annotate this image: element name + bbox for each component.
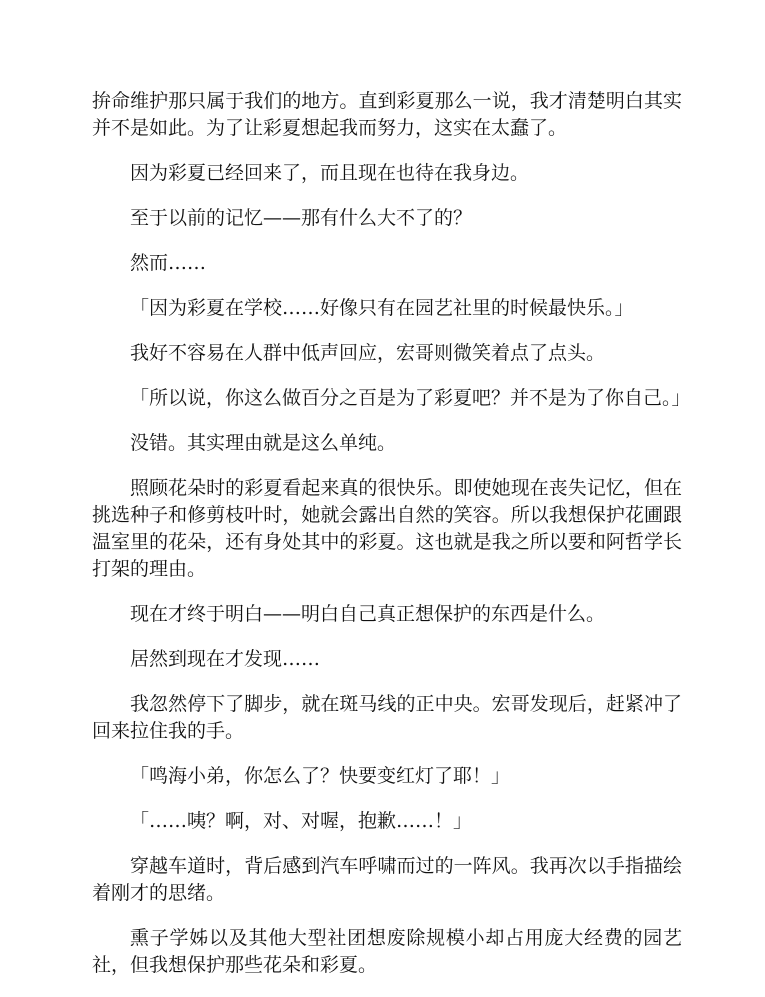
paragraph: 照顾花朵时的彩夏看起来真的很快乐。即使她现在丧失记忆，但在挑选种子和修剪枝叶时，她就会露出自然的笑容。所以我想保护花圃跟温室里的花朵，还有身处其中的彩夏。这也就是我之所以要和阿哲学长打架的理由。 xyxy=(92,477,682,580)
paragraph: 「鸣海小弟，你怎么了？快要变红灯了耶！」 xyxy=(130,765,511,787)
paragraph: 我忽然停下了脚步，就在斑马线的正中央。宏哥发现后，赶紧冲了回来拉住我的手。 xyxy=(92,693,682,742)
body-text xyxy=(92,88,691,997)
paragraph: 没错。其实理由就是这么单纯。 xyxy=(130,432,397,454)
paragraph: 我好不容易在人群中低声回应，宏哥则微笑着点了点头。 xyxy=(130,342,606,364)
paragraph: 因为彩夏已经回来了，而且现在也待在我身边。 xyxy=(130,162,530,184)
paragraph: 至于以前的记忆——那有什么大不了的？ xyxy=(130,207,473,229)
paragraph: 熏子学姊以及其他大型社团想废除规模小却占用庞大经费的园艺社，但我想保护那些花朵和彩夏。 xyxy=(92,927,682,976)
paragraph: 「因为彩夏在学校……好像只有在园艺社里的时候最快乐。」 xyxy=(130,297,634,319)
paragraph: 居然到现在才发现…… xyxy=(130,648,321,670)
paragraph: 拚命维护那只属于我们的地方。直到彩夏那么一说，我才清楚明白其实并不是如此。为了让彩夏想起我而努力，这实在太蠢了。 xyxy=(92,90,682,139)
paragraph: 「所以说，你这么做百分之百是为了彩夏吧？并不是为了你自己。」 xyxy=(130,387,691,409)
paragraph: 穿越车道时，背后感到汽车呼啸而过的一阵风。我再次以手指描绘着刚才的思绪。 xyxy=(92,855,682,904)
paragraph: 「……咦？啊，对、对喔，抱歉……！」 xyxy=(130,810,473,832)
paragraph: 然而…… xyxy=(130,252,207,274)
paragraph: 现在才终于明白——明白自己真正想保护的东西是什么。 xyxy=(130,603,606,625)
